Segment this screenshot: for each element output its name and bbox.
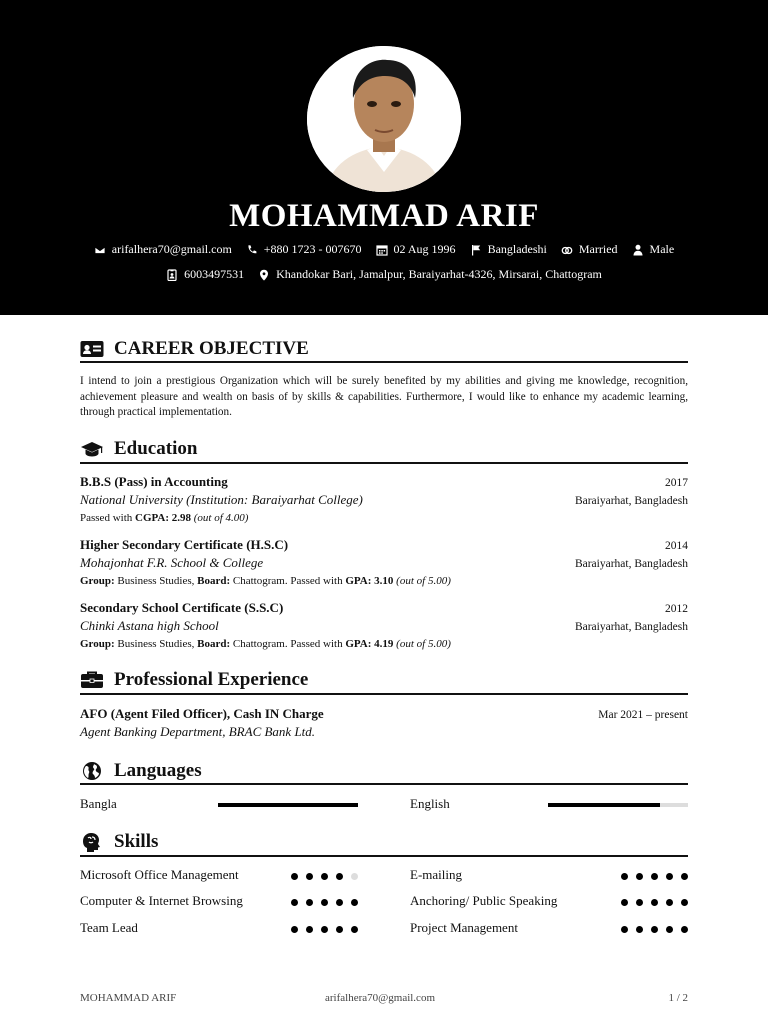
result-score: GPA: 3.10 [345, 575, 394, 587]
rating-dot [306, 926, 313, 933]
rating-dot [651, 926, 658, 933]
rings-icon [561, 244, 573, 256]
footer-name: MOHAMMAD ARIF [80, 992, 177, 1004]
rating-dot [651, 899, 658, 906]
gender-item [632, 242, 675, 257]
rating-dot [321, 873, 328, 880]
id-badge-icon [166, 269, 178, 281]
section-title-text: Languages [114, 760, 202, 781]
rating-dot [291, 899, 298, 906]
nationality-item [470, 242, 547, 257]
rating-dot [321, 926, 328, 933]
skill-rating [291, 899, 358, 906]
language-name: English [410, 796, 450, 811]
address-text: Khandokar Bari, Jamalpur, Baraiyarhat-4326, Mirsarai, Chattogram [276, 267, 602, 281]
institution-name: National University (Institution: Baraiyarhat College) [80, 492, 363, 507]
rating-dot [636, 873, 643, 880]
institution-location: Baraiyarhat, Bangladesh [574, 558, 688, 570]
career-objective-text: I intend to join a prestigious Organization which will be surely benefited by my abilities and giving me knowledge, recognition, achievement pleasure and wealth on basis of by skills & capabilities. Furthermore, I would like to enhance my academic learning, through practical implementation. [80, 375, 688, 418]
rating-dot [621, 899, 628, 906]
section-title-languages [80, 759, 688, 783]
phone-icon [246, 244, 258, 256]
phone-item[interactable] [246, 242, 362, 257]
phone-text: +880 1723 - 007670 [263, 242, 362, 256]
email-item[interactable] [94, 242, 232, 257]
rating-dot [681, 899, 688, 906]
section-title-text: Professional Experience [114, 669, 309, 690]
rating-dot [636, 926, 643, 933]
graduation-year: 2014 [665, 540, 688, 552]
result-scale: (out of 4.00) [193, 512, 249, 524]
rating-dot [636, 899, 643, 906]
rating-dot [291, 926, 298, 933]
gender-text: Male [649, 242, 675, 256]
page-number: 1 / 2 [668, 992, 688, 1004]
degree-title: Higher Secondary Certificate (H.S.C) [80, 537, 289, 552]
language-level-fill [218, 803, 358, 807]
skill-rating [291, 926, 358, 933]
brain-head-icon [80, 832, 104, 852]
envelope-icon [94, 244, 106, 256]
id-card-icon [80, 339, 104, 359]
skill-name: E-mailing [410, 867, 462, 882]
rating-dot [321, 899, 328, 906]
footer-email[interactable]: arifalhera70@gmail.com [325, 992, 435, 1004]
language-level-fill [548, 803, 660, 807]
degree-title: Secondary School Certificate (S.S.C) [80, 600, 284, 615]
nationality-text: Bangladeshi [487, 242, 547, 256]
graduation-year: 2012 [665, 603, 688, 615]
language-level-bar [218, 803, 358, 807]
section-divider [80, 783, 688, 785]
rating-dot [666, 926, 673, 933]
rating-dot [351, 926, 358, 933]
education-entry [80, 474, 688, 524]
birthdate-text: 02 Aug 1996 [393, 242, 456, 256]
result-line: Passed with CGPA: 2.98 (out of 4.00) [80, 512, 249, 524]
education-entry [80, 537, 688, 587]
institution-name: Chinki Astana high School [80, 618, 219, 633]
profile-photo [307, 46, 461, 192]
job-title: AFO (Agent Filed Officer), Cash IN Charge [80, 706, 324, 721]
rating-dot [336, 899, 343, 906]
globe-icon [80, 761, 104, 781]
skill-rating [291, 873, 358, 880]
experience-entry [80, 706, 688, 740]
section-divider [80, 462, 688, 464]
map-pin-icon [258, 269, 270, 281]
section-title-skills [80, 830, 688, 854]
skill-name: Microsoft Office Management [80, 867, 239, 882]
rating-dot [621, 926, 628, 933]
institution-location: Baraiyarhat, Bangladesh [574, 621, 688, 633]
graduation-cap-icon [80, 439, 104, 459]
rating-dot [336, 873, 343, 880]
marital-item [561, 242, 618, 257]
rating-dot [351, 899, 358, 906]
section-title-experience [80, 668, 688, 692]
result-line: Group: Business Studies, Board: Chattogram. Passed with GPA: 3.10 (out of 5.00) [80, 575, 451, 587]
graduation-year: 2017 [665, 477, 688, 489]
language-name: Bangla [80, 796, 117, 811]
result-score: GPA: 4.19 [345, 638, 394, 650]
skill-rating [621, 873, 688, 880]
section-title-text: Skills [114, 831, 159, 852]
employer-name: Agent Banking Department, BRAC Bank Ltd. [80, 724, 316, 739]
person-icon [632, 244, 644, 256]
id-item [166, 267, 244, 282]
rating-dot [681, 926, 688, 933]
section-divider [80, 361, 688, 363]
section-title-education [80, 437, 688, 461]
marital-text: Married [578, 242, 618, 256]
profile-photo-image [307, 46, 461, 192]
rating-dot [681, 873, 688, 880]
briefcase-icon [80, 670, 104, 690]
skill-rating [621, 899, 688, 906]
rating-dot [351, 873, 358, 880]
skill-name: Anchoring/ Public Speaking [410, 893, 558, 908]
email-text: arifalhera70@gmail.com [111, 242, 232, 256]
section-divider [80, 855, 688, 857]
contact-row-primary [0, 242, 768, 257]
language-level-bar [548, 803, 688, 807]
skill-name: Computer & Internet Browsing [80, 893, 243, 908]
education-entry [80, 600, 688, 650]
birthdate-item [376, 242, 456, 257]
id-text: 6003497531 [184, 267, 245, 281]
rating-dot [621, 873, 628, 880]
contact-row-secondary [0, 267, 768, 282]
resume-header [0, 0, 768, 315]
rating-dot [306, 899, 313, 906]
rating-dot [666, 899, 673, 906]
address-item [258, 267, 602, 282]
rating-dot [336, 926, 343, 933]
job-dates: Mar 2021 – present [598, 709, 688, 721]
degree-title: B.B.S (Pass) in Accounting [80, 474, 228, 489]
section-title-career-objective [80, 337, 688, 361]
rating-dot [651, 873, 658, 880]
rating-dot [291, 873, 298, 880]
skill-name: Team Lead [80, 920, 138, 935]
skill-name: Project Management [410, 920, 518, 935]
result-scale: (out of 5.00) [396, 638, 451, 650]
result-line: Group: Business Studies, Board: Chattogram. Passed with GPA: 4.19 (out of 5.00) [80, 638, 451, 650]
institution-name: Mohajonhat F.R. School & College [80, 555, 264, 570]
flag-icon [470, 244, 482, 256]
institution-location: Baraiyarhat, Bangladesh [574, 495, 688, 507]
section-divider [80, 693, 688, 695]
rating-dot [666, 873, 673, 880]
section-title-text: CAREER OBJECTIVE [114, 338, 309, 359]
result-scale: (out of 5.00) [396, 575, 451, 587]
section-title-text: Education [114, 438, 198, 459]
candidate-name: MOHAMMAD ARIF [229, 198, 539, 234]
result-score: CGPA: 2.98 [135, 512, 192, 524]
calendar-icon [376, 244, 388, 256]
skill-rating [621, 926, 688, 933]
rating-dot [306, 873, 313, 880]
